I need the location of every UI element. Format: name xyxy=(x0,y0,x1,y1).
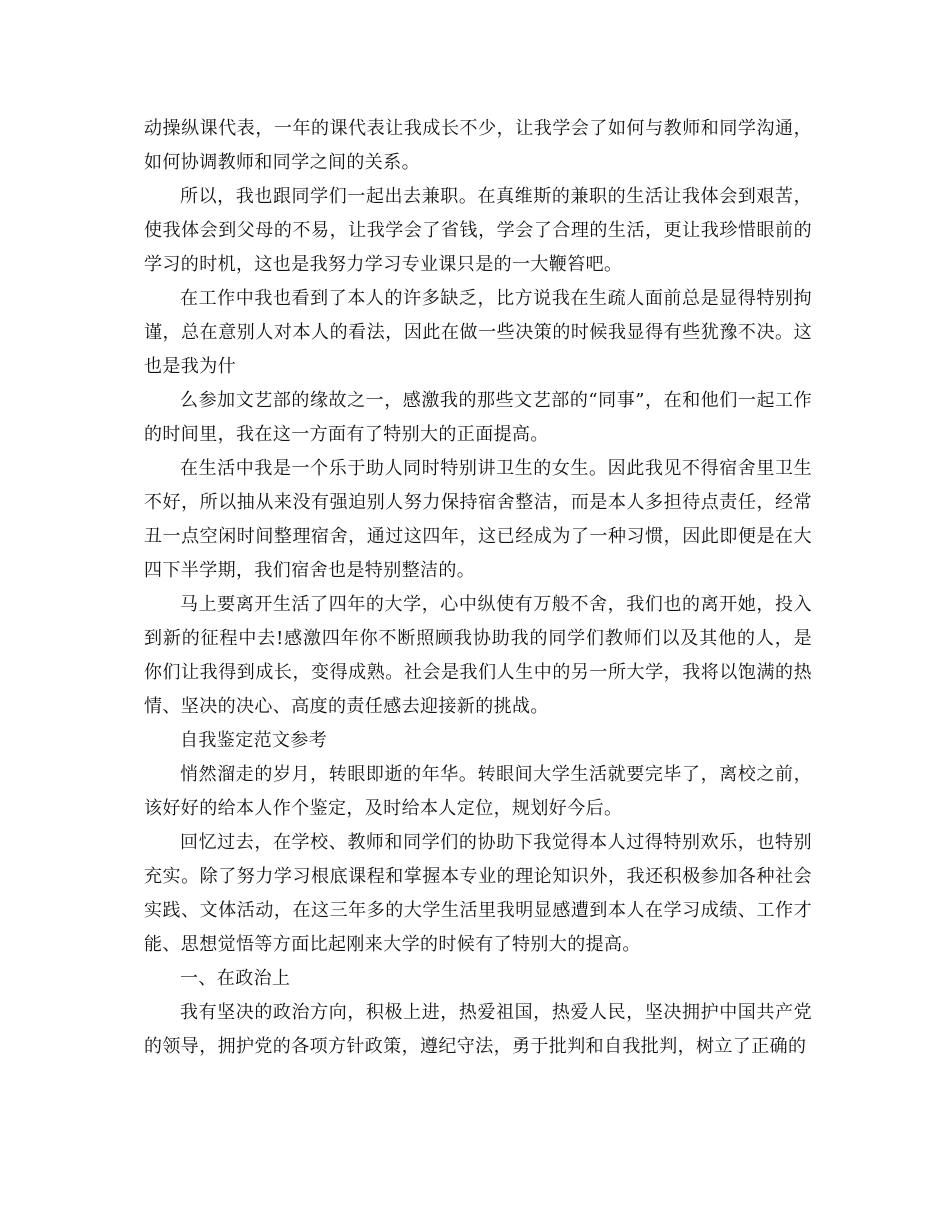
document-body xyxy=(144,112,812,1064)
paragraph-6: 马上要离开生活了四年的大学，心中纵使有万般不舍，我们也的离开她，投入到新的征程中去!感激四年你不断照顾我协助我的同学们教师们以及其他的人，是你们让我得到成长，变得成熟。社会是我们人生中的另一所大学，我将以饱满的热情、坚决的决心、高度的责任感去迎接新的挑战。 xyxy=(144,594,812,717)
paragraph-7: 悄然溜走的岁月，转眼即逝的年华。转眼间大学生活就要完毕了，离校之前，该好好的给本人作个鉴定，及时给本人定位，规划好今后。 xyxy=(144,764,812,819)
paragraph-8: 回忆过去，在学校、教师和同学们的协助下我觉得本人过得特别欢乐，也特别充实。除了努力学习根底课程和掌握本专业的理论知识外，我还积极参加各种社会实践、文体活动，在这三年多的大学生活里我明显感遭到本人在学习成绩、工作才能、思想觉悟等方面比起刚来大学的时候有了特别大的提高。 xyxy=(144,832,812,955)
section-heading-self-appraisal: 自我鉴定范文参考 xyxy=(180,730,328,751)
paragraph-5: 在生活中我是一个乐于助人同时特别讲卫生的女生。因此我见不得宿舍里卫生不好，所以抽从来没有强迫别人努力保持宿舍整洁，而是本人多担待点责任，经常丑一点空闲时间整理宿舍，通过这四年，这已经成为了一种习惯，因此即便是在大四下半学期，我们宿舍也是特别整洁的。 xyxy=(144,458,812,581)
paragraph-1: 动操纵课代表，一年的课代表让我成长不少，让我学会了如何与教师和同学沟通，如何协调教师和同学之间的关系。 xyxy=(144,118,812,173)
paragraph-3: 在工作中我也看到了本人的许多缺乏，比方说我在生疏人面前总是显得特别拘谨，总在意别人对本人的看法，因此在做一些决策的时候我显得有些犹豫不决。这也是我为什 xyxy=(144,288,812,377)
paragraph-4: 么参加文艺部的缘故之一，感激我的那些文艺部的“同事”，在和他们一起工作的时间里，我在这一方面有了特别大的正面提高。 xyxy=(144,390,812,445)
paragraph-9: 我有坚决的政治方向，积极上进，热爱祖国，热爱人民，坚决拥护中国共产党的领导，拥护党的各项方针政策，遵纪守法，勇于批判和自我批判，树立了正确的 xyxy=(144,1002,812,1057)
section-heading-politics: 一、在政治上 xyxy=(180,968,291,989)
paragraph-2: 所以，我也跟同学们一起出去兼职。在真维斯的兼职的生活让我体会到艰苦，使我体会到父母的不易，让我学会了省钱，学会了合理的生活，更让我珍惜眼前的学习的时机，这也是我努力学习专业课只是的一大鞭笞吧。 xyxy=(144,186,812,275)
